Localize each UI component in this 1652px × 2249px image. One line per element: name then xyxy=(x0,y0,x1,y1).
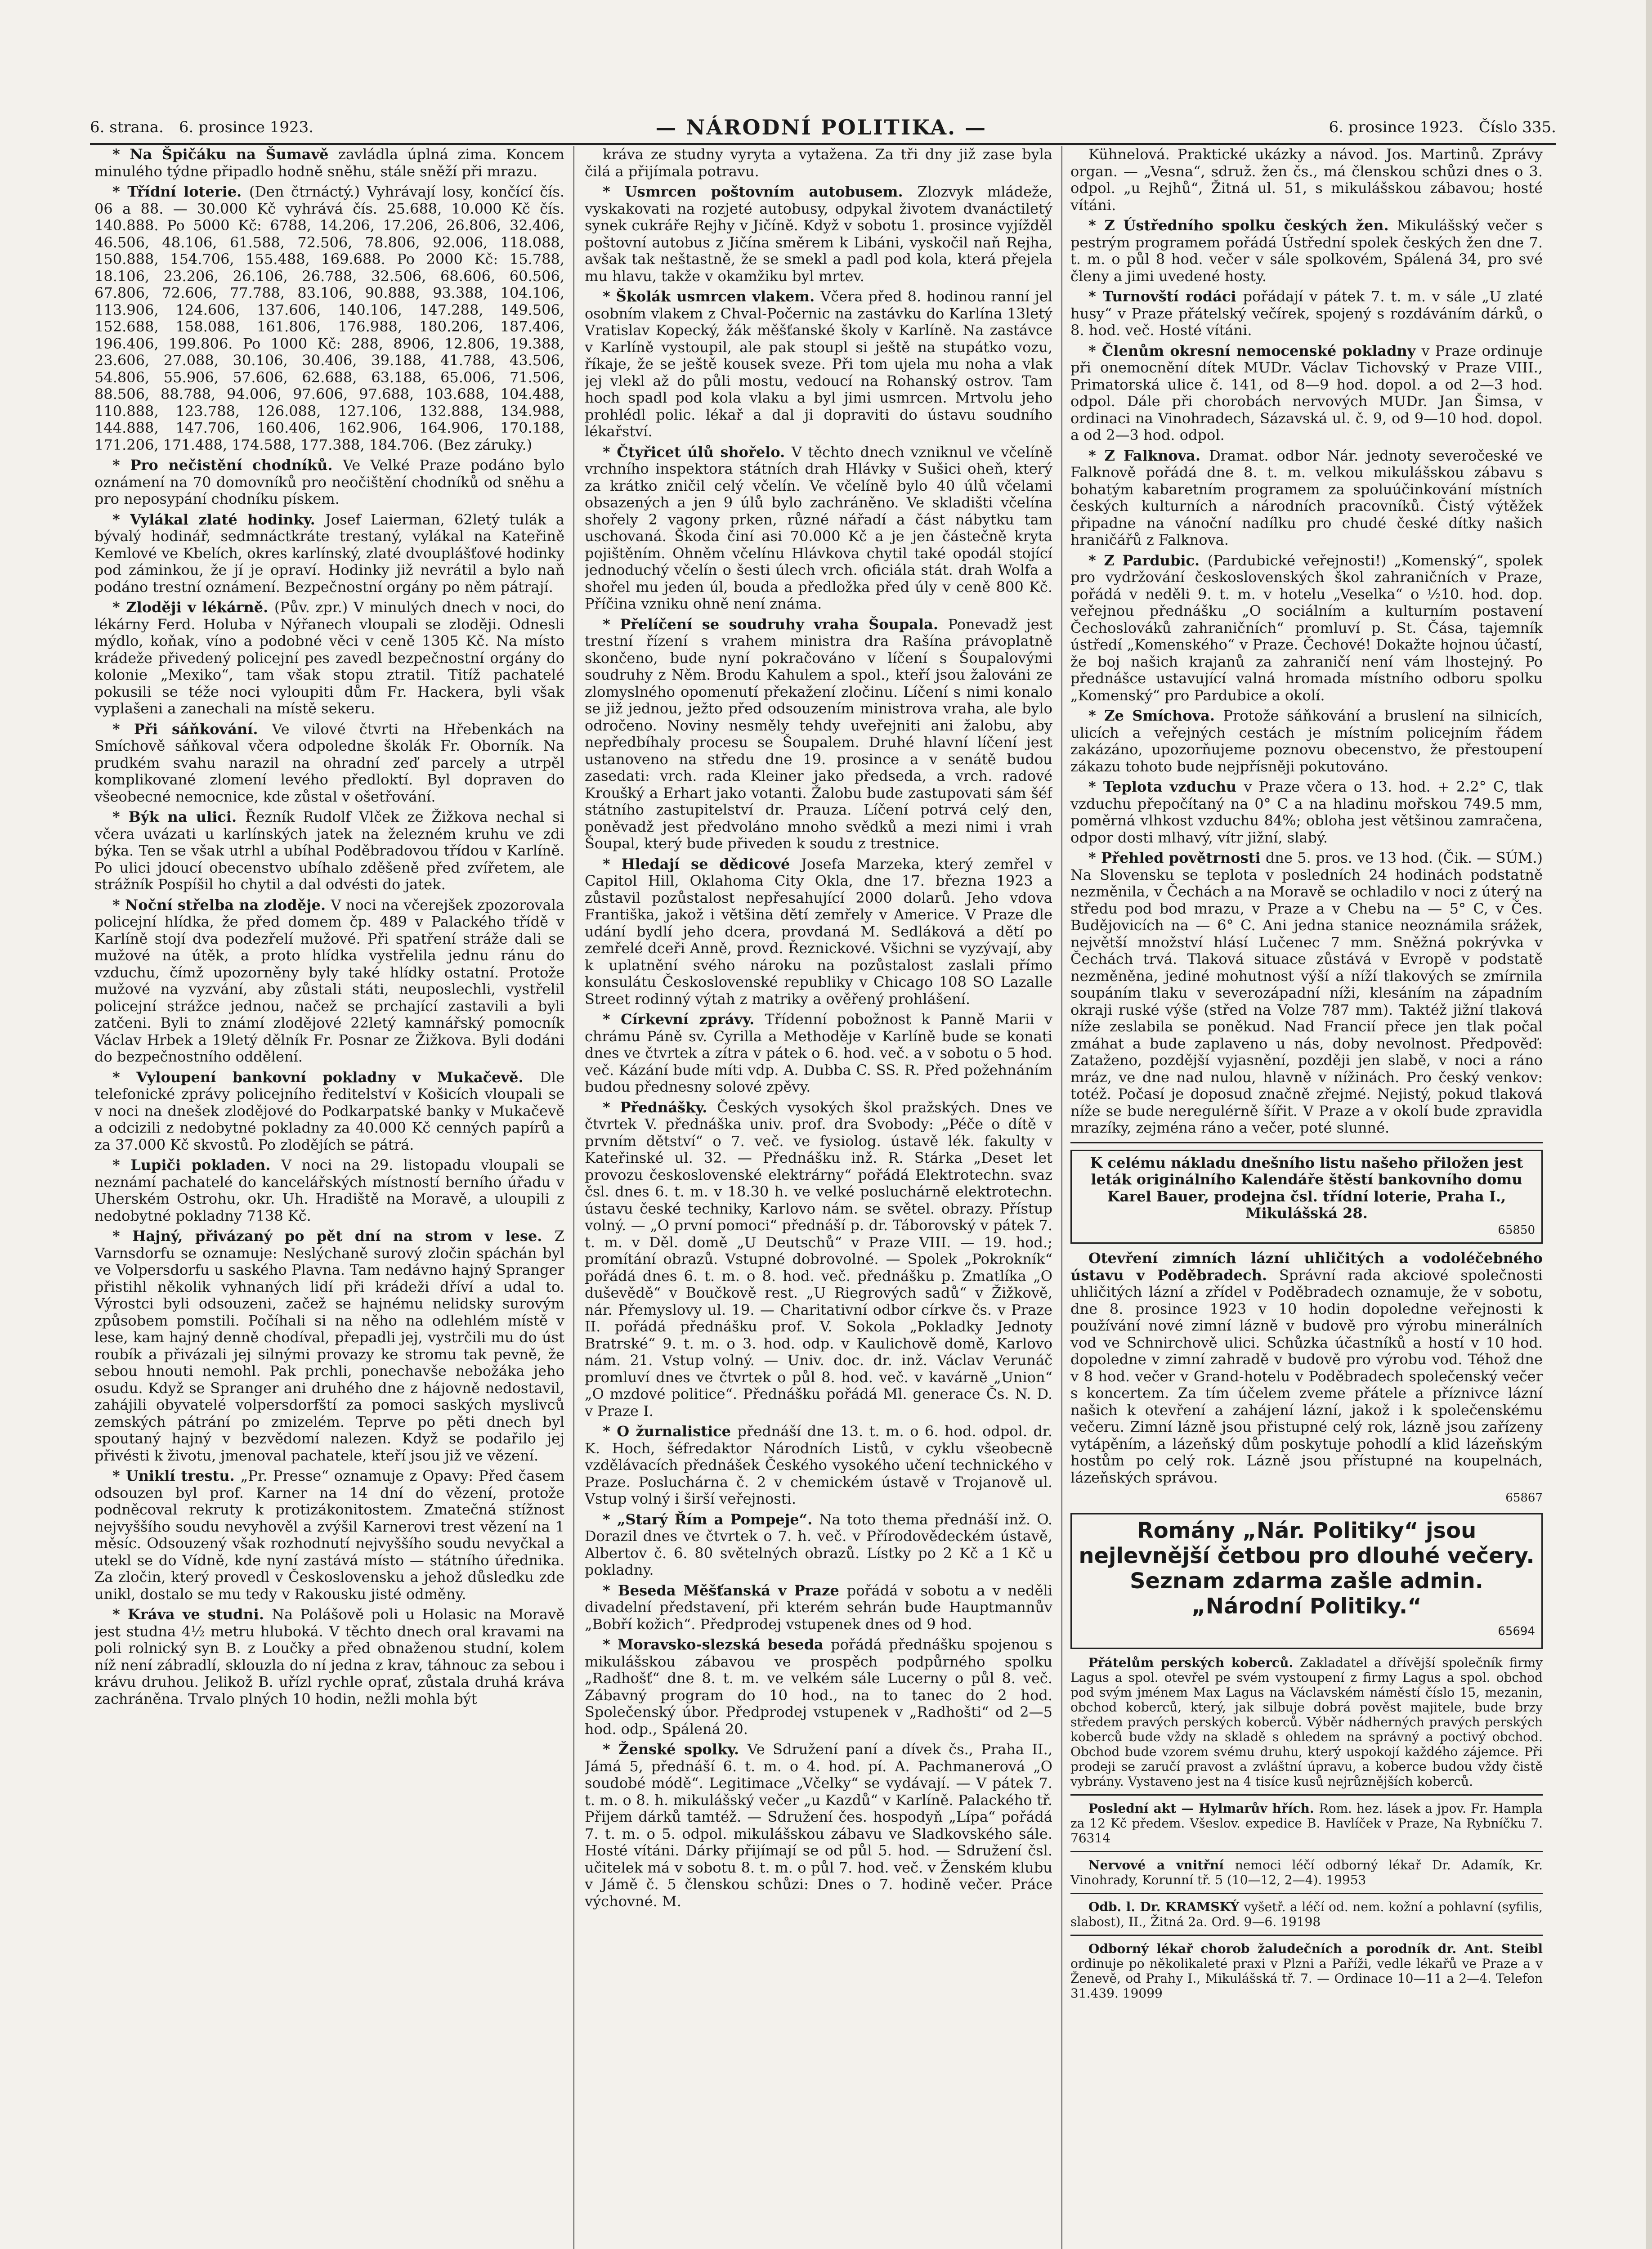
article-text: Josef Laierman, 62letý tulák a bývalý hodinář, sedmnáctkráte trestaný, vylákal na Kateřině Kemlové ve Kbelích, okres karlínský, zlaté dvouplášťové hodinky pod záminkou, že jí je opraví. Hodinky již nevrátil a bylo naň podáno trestní oznámení. Bezpečnostní orgány po něm pátrají. xyxy=(94,511,564,596)
classified-number: 19198 xyxy=(1280,1914,1321,1929)
column-2 xyxy=(585,146,1052,2249)
article-headline: * O žurnalistice xyxy=(603,1423,738,1440)
article xyxy=(94,511,564,596)
article xyxy=(585,444,1052,613)
article-text: v Praze včera o 13. hod. + 2.2° C, tlak vzduchu přepočítaný na 0° C a na hladinu mořskou 749.5 mm, poměrná vlhkost vzduchu 84%; obloha jest většinou zamračena, odpor dosti mlhavý, vítr jižní, slabý. xyxy=(1070,778,1543,846)
article-text: V těchto dnech vzniknul ve včelíně vrchního inspektora státních drah Hlávky v Sušici oheň, který za krátko zničil celý včelín. Ve včelíně bylo 40 úlů včelami obsazených a jen 9 úlů bylo zachráněno. Ve skladišti včelína shořely 2 vagony prken, různé nářadí a část nábytku tam uschovaná. Škoda činí asi 70.000 Kč a je jen částečně kryta pojištěním. Ohněm včelínu Hlávkova chytil také opodál stojící jednoduchý včelín o šesti úlech vrch. oficiála stát. drah Wolfa a shořel mu jeden úl, bouda a předložka před úly v ceně 800 Kč. Příčina vzniku ohně není známa. xyxy=(585,443,1052,612)
article-text: pořádá přednášku spojenou s mikulášskou zábavou ve prospěch podpůrného spolku „Radhošť“ dne 8. t. m. ve velkém sále Lucerny o půl 8. več. Zábavný program do 10 hod., na to tanec do 2 hod. Společenský úbor. Předprodej vstupenek v „Radhošti“ od 2—5 hod. odp., Spálená 20. xyxy=(585,1636,1052,1738)
article-text: Ve Velké Praze podáno bylo oznámení na 70 domovníků pro neočištění chodníků od sněhu a pro neposypání chodníku pískem. xyxy=(94,457,564,507)
article xyxy=(585,1741,1052,1910)
article xyxy=(1070,448,1543,549)
novels-ad-text: Romány „Nár. Politiky“ jsou nejlevnější četbou pro dlouhé večery. Seznam zdarma zašle admin. „Národní Politiky.“ xyxy=(1079,1518,1535,1619)
article-text: Řezník Rudolf Vlček ze Žižkova nechal si včera uvázati u karlínských jatek na železném kruhu ve zdi býka. Ten se však utrhl a ubíhal Poděbradovou třídou v Karlíně. Po ulici jdoucí obecenstvo ubíhalo zděšeně před zvířetem, ale strážník Pospíšil ho chytil a dal odvésti do jatek. xyxy=(94,808,564,893)
article-text: dne 5. pros. ve 13 hod. (Čik. — SÚM.) Na Slovensku se teplota v posledních 24 hodinách podstatně nezměnila, v Čechách a na Moravě se ochladilo v noci z úterý na středu pod bod mrazu, v Praze a v Chebu na — 5° C, v Čes. Budějovicích na — 6° C. Ani jedna stanice neoznámila srážek, největší množství hlásí Lučenec 7 mm. Sněžná pokrývka v Čechách trvá. Tlaková situace zůstává v Evropě v podstatě nezměněna, jediné mohutnost výší a níží tlakových se zmírnila soupáním tlaku v severozápadní níži, klesáním na západním okraji ruské výše (střed na Volze 787 mm). Taktéž jižní tlaková níže zeslabila se poněkud. Nad Francií přece jen tlak počal zmáhat a bude zaplaveno u nás, doby nevolnost. Předpověď: Zataženo, pozdější vyjasnění, později jen slabě, v noci a ráno mráz, ve dne nad nulou, hlavně v nížinách. Pro český venkov: totéž. Počasí je doposud značně zřejmé. Nejistý, pokud tlaková níže se bude neregulérně šířit. V Praze a v okolí bude zpravidla mrazíky, zejména ráno a večer, poté slunné. xyxy=(1070,849,1543,1136)
article xyxy=(585,146,1052,180)
classified-text: nemoci léčí odborný lékař Dr. Adamík, Kr. Vinohrady, Korunní tř. 5 (10—12, 2—4). xyxy=(1070,1857,1543,1887)
classified-headline: Nervové a vnitřní xyxy=(1088,1857,1235,1873)
spa-text: Správní rada akciové společnosti uhličitých lázní a zřídel v Poděbradech oznamuje, že v sobotu, dne 8. prosince 1923 v 10 hodin dopoledne veřejnosti k používání nové zimní lázně v budově pro výrobu minerálních vod ve Schnirchově ulici. Schůzka účastníků a hostí v 10 hod. dopoledne v zimní zahradě v budově pro výrobu vod. Téhož dne v 8 hod. večer v Grand-hotelu v Poděbradech společenský večer s koncertem. Za tím účelem zveme přátele a příznivce lázní našich k otevření a zahájení lázní, jakož i k společenskému večeru. Zimní lázně jsou přistupné celý rok, lázně jsou zařízeny vytápěním, a lázeňský dům poskytuje pohodlí a klid lázeňským hostům po celý rok. Lázně jsou přístupné na koupelnách, lázeňských správou. xyxy=(1070,1266,1543,1486)
article-text: Josefa Marzeka, který zemřel v Capitol Hill, Oklahoma City Okla, dne 17. března 1923 a zůstavil pozůstalost nepřesahující 2000 dolarů. Jeho vdova Františka, jakož i většina dětí zemřely v Americe. V Praze dle udání bydlí jeho dcera, provdaná M. Sedláková a dětí po zemřelé dceři Anně, provd. Řeznickové. Všichni se vyzývají, aby k uplatnění svého nároku na pozůstalost zaslali přímo konsulátu Československé republiky v Chicago 108 SO Lazalle Street rodinný výtah z matriky a ověřený prohlášení. xyxy=(585,855,1052,1008)
article-headline: * Církevní zprávy. xyxy=(603,1011,765,1028)
article-headline: * Z Falknova. xyxy=(1088,447,1209,464)
article xyxy=(94,599,564,717)
page-edge xyxy=(1646,0,1652,2249)
article xyxy=(94,1069,564,1154)
article xyxy=(1070,850,1543,1137)
article-headline: * Vylákal zlaté hodinky. xyxy=(112,511,326,528)
article xyxy=(1070,779,1543,846)
classified-number: 19099 xyxy=(1122,1985,1163,2001)
divider xyxy=(1070,1142,1543,1143)
article xyxy=(1070,288,1543,339)
carpets-text: Zakladatel a dřívější společník firmy Lagus a spol. otevřel pe svém vystoupení z firmy Lagus a spol. obchod pod svým jménem Max Lagus na Václavském náměstí číslo 15, mezanin, obchod koberců, který, jak silbuje dobrá pověst majitele, bude brzy středem pravých perských koberců. Výběr nádherných pravých perských koberců bude vždy na skladě s ohledem na správný a poctivý obchod. Obchod bude vzorem svému druhu, který uspokojí každého zájemce. Při prodeji se zaručí pravost a zvláštní úpravu, a koberce budou vždy čistě vybrány. Vystaveno jest na 4 tisíce kusů nejrůznějších koberců. xyxy=(1070,1655,1543,1789)
article-headline: * Třídní loterie. xyxy=(112,183,249,200)
article-headline: * Noční střelba na zloděje. xyxy=(112,896,331,914)
classified-ad xyxy=(1070,1801,1543,1846)
article-text: (Den čtrnáctý.) Vyhrávají losy, končící čís. 06 a 88. — 30.000 Kč vyhrává čís. 25.688, 10.000 Kč čís. 140.888. Po 5000 Kč: 6788, 14.206, 17.206, 26.806, 32.406, 46.506, 48.106, 61.588, 72.506, 78.806, 92.006, 118.088, 150.888, 154.706, 155.488, 169.688. Po 2000 Kč: 15.788, 18.106, 23.206, 26.106, 26.788, 32.506, 68.606, 60.506, 67.806, 72.606, 77.788, 83.106, 90.888, 93.388, 104.106, 113.906, 124.606, 137.606, 140.106, 147.288, 149.506, 152.688, 158.088, 161.806, 176.988, 180.206, 187.406, 196.406, 199.806. Po 1000 Kč: 288, 8906, 12.806, 19.388, 23.606, 27.088, 30.106, 30.406, 39.188, 41.788, 43.506, 54.806, 55.906, 57.606, 62.688, 63.188, 65.006, 71.506, 88.506, 88.788, 94.006, 97.606, 97.688, 103.688, 104.488, 110.888, 123.788, 126.088, 127.106, 132.888, 134.988, 144.888, 147.706, 160.406, 162.906, 164.906, 170.188, 171.206, 171.488, 174.588, 177.388, 184.706. (Bez záruky.) xyxy=(94,183,564,453)
article-headline: * Teplota vzduchu xyxy=(1088,778,1244,795)
spa-number: 65867 xyxy=(1505,1491,1543,1505)
classified-number: 76314 xyxy=(1070,1830,1111,1846)
page-number: 6. strana. xyxy=(90,118,164,136)
carpets-headline: Přátelům perských koberců. xyxy=(1088,1655,1294,1670)
article-headline: * Moravsko-slezská beseda xyxy=(603,1636,831,1653)
article-headline: * Turnovští rodáci xyxy=(1088,288,1243,305)
article-headline: * Školák usmrcen vlakem. xyxy=(603,288,821,305)
article xyxy=(585,184,1052,285)
classified-number: 19953 xyxy=(1326,1872,1366,1887)
classified-ad xyxy=(1070,1941,1543,2001)
article-headline: * Přednášky. xyxy=(603,1098,717,1116)
article xyxy=(1070,552,1543,704)
article xyxy=(94,1468,564,1603)
classified-headline: Poslední akt — Hylmarův hřích. xyxy=(1088,1801,1319,1816)
classified-ad xyxy=(1070,1900,1543,1929)
classifieds xyxy=(1070,1794,1543,2001)
article-text: pořádá v sobotu a v neděli divadelní představení, při kterém sehrán bude Hauptmannův „Bobří kožich“. Předprodej vstupenek dnes od 9 hod. xyxy=(585,1581,1052,1633)
classified-text: vyšetř. a léčí od. nem. kožní a pohlavní (syfilis, slabost), II., Žitná 2a. Ord. 9—6. xyxy=(1070,1899,1543,1929)
issue-number: Číslo 335. xyxy=(1478,118,1556,136)
article-headline: * Přelíčení se soudruhy vraha Šoupala. xyxy=(603,615,948,633)
article-text: Ve vilové čtvrti na Hřebenkách na Smíchově sáňkoval včera odpoledne školák Fr. Oborník. Na prudkém svahu narazil na ohradní zeď parcely a utrpěl komplikované zlomení levého předloktí. Byl dopraven do všeobecné nemocnice, kde zůstal v ošetřování. xyxy=(94,720,564,805)
article-text: Protože sáňkování a bruslení na silnicích, ulicích a veřejných cestách je místním policejním řádem zakázáno, upozorňujeme poznovu obecenstvo, že přestoupení zákazu tohoto bude nejpřísněji pokutováno. xyxy=(1070,707,1543,775)
article-headline: * Beseda Měšťanská v Praze xyxy=(603,1581,847,1599)
article-text: pořádají v pátek 7. t. m. v sále „U zlaté husy“ v Praze přátelský večírek, spojený s rozdáváním dárků, o 8. hod. več. Hosté vítáni. xyxy=(1070,288,1543,339)
article-text: Kühnelová. Praktické ukázky a návod. Jos. Martinů. Zprávy organ. — „Vesna“, sdruž. žen čs., má členskou schůzi dnes o 3. odpol. „u Rejhů“, Žitná ul. 51, s mikulášskou zábavou; hosté vítáni. xyxy=(1070,146,1543,214)
article xyxy=(1070,217,1543,285)
article-headline: * Vyloupení bankovní pokladny v Mukačevě. xyxy=(112,1068,540,1086)
article-text: (Pův. zpr.) V minulých dnech v noci, do lékárny Ferd. Holuba v Nýřanech vloupali se zloději. Odnesli mýdlo, koňak, víno a podobné věci v ceně 1305 Kč. Na místo krádeže přivedený policejní pes zavedl bezpečnostní orgány do kolonie „Mexiko“, tam však stopu ztratil. Titíž pachatelé pokusili se téže noci vyloupiti dům Fr. Hackera, byli však vyplašeni a zanechali na místě sekeru. xyxy=(94,599,564,717)
article-headline: * Členům okresní nemocenské pokladny xyxy=(1088,342,1422,359)
article-text: Zlozvyk mládeže, vyskakovati na rozjeté autobusy, odpykal životem dvanáctiletý synek cukráře Rejhy v Jičíně. Když v sobotu 1. prosince vyjížděl poštovní autobus z Jičína směrem k Libáni, vyskočil naň Rejha, avšak tak neštastně, že se smekl a padl pod kola, která přejela mu hlavu, takže v okamžiku byl mrtev. xyxy=(585,183,1052,285)
article-headline: * Býk na ulici. xyxy=(112,808,246,825)
article xyxy=(585,288,1052,440)
article xyxy=(94,1606,564,1707)
article xyxy=(94,146,564,180)
article xyxy=(1070,708,1543,775)
classified-text: Rom. hez. lásek a jpov. Fr. Hampla za 12 Kč předem. Všeslov. expedice B. Havlíček v Praze, Na Rybníčku 7. xyxy=(1070,1801,1543,1831)
article-headline: * Čtyřicet úlů shořelo. xyxy=(603,443,792,461)
article-text: Českých vysokých škol pražských. Dnes ve čtvrtek V. přednáška univ. prof. dra Svobody: „Péče o dítě v prvním dětství“ o 7. več. ve fysiolog. ústavě lék. fakulty v Kateřinské ul. 32. — Přednášku inž. R. Stárka „Deset let provozu československé elektrárny“ pořádá Elektrotechn. svaz čsl. dnes 6. t. m. v 18.30 h. ve velké posluchárně elektrotechn. ústavu české techniky, Karlovo nám. se světel. obrazy. Přístup volný. — „O první pomoci“ přednáší p. dr. Táborovský v pátek 7. t. m. v Děl. domě „U Deutschů“ v Praze VIII. — 19. hod.; promítání obrazů. Vstupné dobrovolné. — Spolek „Pokrokník“ pořádá dnes 6. t. m. o 8. hod. več. přednášku p. Zmatlíka „O duševědě“ v Boučkově rest. „U Riegrových sadů“ v Žižkově, nár. Přemyslovy ul. 19. — Charitativní odbor církve čs. v Praze II. pořádá přednášku prof. V. Sokola „Pokladky Jednoty Bratrské“ 9. t. m. o 3. hod. odp. v Kaulichově domě, Karlovo nám. 21. Vstup volný. — Univ. doc. dr. inž. Václav Verunáč promluví dnes ve čtvrtek o půl 8. hod. več. v kavárně „Union“ „O mzdové politice“. Přednášku pořádá Ml. generace Čs. N. D. v Praze I. xyxy=(585,1098,1052,1420)
article xyxy=(1070,146,1543,214)
carpets-ad xyxy=(1070,1655,1543,1789)
article-headline: * Hajný, přivázaný po pět dní na strom v lese. xyxy=(112,1228,555,1245)
article xyxy=(585,1011,1052,1096)
article xyxy=(94,184,564,453)
article xyxy=(585,1582,1052,1633)
article-text: Mikulášský večer s pestrým programem pořádá Ústřední spolek českých žen dne 7. t. m. o půl 8 hod. večer v sále spolkovém, Spálená 34, pro své členy a jimi uvedené hosty. xyxy=(1070,217,1543,285)
article-text: (Pardubické veřejnosti!) „Komenský“, spolek pro vydržování československých škol zahraničních v Praze, pořádá v neděli 9. t. m. v hotelu „Veselka“ o ½10. hod. dop. veřejnou přednášku „O sociálním a kulturním postavení Čechoslováků zahraničních“ promluví p. St. Čása, tajemník ústředí „Komenského“ v Praze. Čechové! Dokažte hojnou účastí, že boj našich krajanů za zahraničí není vám lhostejný. Po přednášce ustavující valná hromada místního odboru spolku „Komenský“ pro Pardubice a okolí. xyxy=(1070,551,1543,704)
article xyxy=(94,897,564,1066)
article-text: Na Polášově poli u Holasic na Moravě jest studna 4½ metru hluboká. V těchto dnech oral kravami na poli rolnický syn B. z Loučky a před obnaženou studní, kolem níž není zábradlí, sklouzla do ní jedna z krav, táhnouc za sebou i krávu druhou. Jelikož B. uřízl rychle oprať, zůstala druhá kráva zachráněna. Trvalo plných 10 hodin, nežli mohla být xyxy=(94,1606,564,1707)
column-1 xyxy=(94,146,564,2249)
article-headline: * Ženské spolky. xyxy=(603,1741,748,1758)
divider xyxy=(1070,1851,1543,1852)
article xyxy=(94,809,564,893)
article-headline: * Z Ústředního spolku českých žen. xyxy=(1088,217,1397,234)
article-headline: * Lupiči pokladen. xyxy=(112,1156,282,1174)
article-text: Ve Sdružení paní a dívek čs., Praha II., Jámá 5, přednáší 6. t. m. o 4. hod. pí. A. Pachmanerová „O soudobé módě“. Legitimace „Včelky“ se vydávají. — V pátek 7. t. m. o 8. h. mikulášský večer „u Kazdů“ v Karlíně. Palackého tř. Přijem dárků tamtéž. — Sdružení čes. hospodyň „Lípa“ pořádá 7. t. m. o 5. odpol. mikulášskou zábavu ve Sladkovského sále. Hosté vítáni. Dárky přijímají se od půl 5. hod. — Sdružení čsl. učitelek má v sobotu 8. t. m. o půl 7. hod. več. v Ženském klubu v Jámě č. 5 členskou schůzi: Dnes o 7. hodině večer. Práce výchovné. M. xyxy=(585,1741,1052,1910)
classified-ad xyxy=(1070,1858,1543,1887)
article-text: Včera před 8. hodinou ranní jel osobním vlakem z Chval-Počernic na zastávku do Karlína 13letý Vratislav Kopecký, žák měšťanské školy v Karlíně. Na zastávce v Karlíně vystoupil, ale pak stoupl si ještě na stupátko vozu, říkaje, že se ještě kousek sveze. Při tom ujela mu noha a vlak jej vlekl až do půli mostu, vedoucí na Rohanský ostrov. Tam hoch spadl pod kola vlaku a byl jimi usmrcen. Mrtvolu jeho prohlédl polic. lékař a dal ji dopraviti do ústavu soudního lékařství. xyxy=(585,288,1052,440)
article xyxy=(94,1228,564,1464)
novels-ad xyxy=(1070,1513,1543,1649)
article-headline: * Pro nečistění chodníků. xyxy=(112,457,343,474)
article-text: v Praze ordinuje při onemocnění dítek MUDr. Václav Tichovský v Praze VIII., Primatorská ulice č. 141, od 8—9 hod. dopol. a od 2—3 hod. odpol. Dále při chorobách nervových MUDr. Jan Šimsa, v ordinaci na Vinohradech, Sázavská ul. č. 9, od 9—10 hod. dopol. a od 2—3 hod. odpol. xyxy=(1070,342,1543,444)
article-text: V noci na 29. listopadu vloupali se neznámí pachatelé do kancelářských místností berního úřadu v Uherském Ostrohu, okr. Uh. Hradiště na Moravě, a uloupili z nedobytné pokladny 7138 Kč. xyxy=(94,1156,564,1224)
article-headline: * „Starý Řím a Pompeje“. xyxy=(603,1510,819,1528)
article-headline: * Uniklí trestu. xyxy=(112,1467,241,1484)
article xyxy=(585,616,1052,852)
article-text: přednáší dne 13. t. m. o 6. hod. odpol. dr. K. Hoch, šéfredaktor Národních Listů, v cyklu všeobecně vzdělávacích přednášek Českého vysokého učení technického v Praze. Posluchárna č. 2 v chemickém ústavě v Trojanově ul. Vstup volný i širší veřejnosti. xyxy=(585,1423,1052,1507)
article-headline: * Na Špičáku na Šumavě xyxy=(112,146,339,163)
classified-headline: Odborný lékař chorob žaludečních a porodník dr. Ant. Steibl xyxy=(1088,1941,1543,1956)
article xyxy=(94,721,564,806)
divider xyxy=(1070,1935,1543,1936)
calendar-notice-number: 65850 xyxy=(1498,1223,1535,1237)
article xyxy=(585,1511,1052,1579)
article xyxy=(1070,343,1543,444)
article-text: zavládla úplná zima. Koncem minulého týdne připadlo hodně sněhu, stále sněží při mrazu. xyxy=(94,146,564,180)
article-text: Dramat. odbor Nár. jednoty severočeské ve Falknově pořádá dne 8. t. m. velkou mikulášskou zábavu s bohatým kabaretním programem za spoluúčinkování místních českých kulturních a národních pracovníků. Čistý výtěžek připadne na vánoční nadílku pro chudé české dítky našich hraničářů z Falknova. xyxy=(1070,447,1543,548)
article xyxy=(94,1157,564,1224)
article-headline: * Z Pardubic. xyxy=(1088,551,1208,569)
article xyxy=(585,1099,1052,1420)
article xyxy=(585,856,1052,1008)
column-divider xyxy=(573,146,574,2249)
column-3-articles xyxy=(1070,146,1543,1137)
article-text: kráva ze studny vyryta a vytažena. Za tři dny již zase byla čilá a přijímala potravu. xyxy=(585,146,1052,180)
header-date-right: 6. prosince 1923. xyxy=(1329,118,1464,136)
article-headline: * Kráva ve studni. xyxy=(112,1606,272,1623)
article-text: Třídenní pobožnost k Panně Marii v chrámu Páně sv. Cyrilla a Methoděje v Karlíně bude se konati dnes ve čtvrtek a zítra v pátek o 6. hod. več. a v sobotu o 5 hod. več. Kázání bude míti vdp. A. Dubba C. SS. R. Před požehnáním budou přednesny solové zpěvy. xyxy=(585,1011,1052,1095)
article-headline: * Zloději v lékárně. xyxy=(112,599,274,616)
column-3 xyxy=(1070,146,1543,2249)
header-date-left: 6. prosince 1923. xyxy=(179,118,314,136)
spa-article xyxy=(1070,1250,1543,1486)
header-rule xyxy=(90,143,1556,145)
classified-text: ordinuje po několikaleté praxi v Plzni a Paříži, vedle lékařů ve Praze a v Ženevě, od Prahy I., Mikulášská tř. 7. — Ordinace 10—11 a 2—4. Telefon 31.439. xyxy=(1070,1956,1543,2001)
divider xyxy=(1070,1893,1543,1894)
page-header xyxy=(90,112,1556,143)
article-headline: * Hledají se dědicové xyxy=(603,855,801,873)
column-divider xyxy=(1061,146,1062,2249)
calendar-notice xyxy=(1070,1150,1543,1244)
classified-headline: Odb. l. Dr. KRAMSKÝ xyxy=(1088,1899,1244,1914)
article-headline: * Při sáňkování. xyxy=(112,720,272,738)
masthead: — NÁRODNÍ POLITIKA. — xyxy=(655,115,987,139)
article-text: V noci na včerejšek zpozorovala policejní hlídka, že před domem čp. 489 v Palackého třídě v Karlíně stojí dva podezřelí mužové. Při spatření stráže dali se mužové na útěk, a proto hlídka vystřelila jednu ránu do vzduchu, čímž upozorněny byly také hlídky ostatní. Protože mužové na vyzvání, aby zůstali státi, neuposlechli, vystřelil policejní strážce jednou, načež se prchající zastavili a byli zatčeni. Byli to známí zlodějové 22letý kamnářský pomocník Václav Hrbek a 19letý dělník Fr. Posnar ze Žižkova. Byli dodáni do bezpečnostního oddělení. xyxy=(94,896,564,1065)
article-text: Na toto thema přednáší inž. O. Dorazil dnes ve čtvrtek o 7. h. več. v Přírodovědeckém ústavě, Albertov č. 6. 80 světelných obrazů. Lístky po 2 Kč a 1 Kč u pokladny. xyxy=(585,1510,1052,1578)
novels-ad-number: 65694 xyxy=(1498,1624,1535,1638)
article-text: Ponevadž jest trestní řízení s vrahem ministra dra Rašína právoplatně skončeno, bude nyní pokračováno v líčení s Šoupalovými soudruhy z Něm. Brodu Kahulem a spol., kteří jsou žalováni ze zlomyslného opomenutí překažení zločinu. Líčení s nimi konalo se již jednou, ježto před odsouzením ministrova vraha, ale bylo odročeno. Noviny nesměly tehdy uveřejniti ani žalobu, aby nepředbíhaly procesu se Šoupalem. Druhé hlavní líčení jest ustanoveno na středu dne 19. prosince a v senátě budou zasedati: vrch. rada Kleiner jako předseda, a vrch. radové Kroušký a Erhart jako votanti. Žalobu bude zastupovati sám šéf státního zastupitelství dr. Prauza. Líčení potrvá celý den, poněvadž jest předvoláno mnoho svědků a mezi nimi i vrah Šoupal, který bude přiveden k soudu z trestnice. xyxy=(585,615,1052,852)
article-headline: * Ze Smíchova. xyxy=(1088,707,1223,724)
divider xyxy=(1070,1794,1543,1796)
article-text: Z Varnsdorfu se oznamuje: Neslýchaně surový zločin spáchán byl ve Volpersdorfu u saského Plavna. Tam nedávno hajný Spranger přistihl několik vyhnaných lidí při krádeži dříví a udal to. Výrostci byli odsouzeni, začež se hajnému nelidsky surovým způsobem pomstili. Počíhali si na něho na odlehlém místě v lese, kam hajný denně chodíval, přepadli jej, vystrčili mu do úst roubík a přivázali jej silnými provazy ke stromu tak pevně, že sebou hnouti nemohl. Pak prchli, ponechavše nebožáka jeho osudu. Když se Spranger ani druhého dne z hájovně nedostavil, zahájili obyvatelé volpersdorfští za pomoci saských myslivců zemských pátrání po zmizelém. Teprve po pěti dnech byl spoutaný hajný v bezvědomí nalezen. Když se podařilo jej přivésti k životu, jmenoval pachatele, kteří jsou již ve vězení. xyxy=(94,1228,564,1464)
article xyxy=(585,1636,1052,1738)
article-text: „Pr. Presse“ oznamuje z Opavy: Před časem odsouzen byl prof. Karner na 14 dní do vězení, protože podněcoval rekruty k protizákonitostem. Zmatečná stížnost nejvyššího soudu nevyhověl a zvýšil Karnerovi trest vězení na 1 měsíc. Odsouzený však rozhodnutí nejvyššího soudu nevyčkal a utekl se do Vídně, kde nyní zastává místo — státního úřednika. Za zločin, který provedl v Československu a jehož důsledku zde unikl, dostalo se mu tedy v Rakousku jisté odměny. xyxy=(94,1467,564,1603)
article-headline: * Přehled povětrnosti xyxy=(1088,849,1266,866)
article-text: Dle telefonické zprávy policejního ředitelství v Košicích vloupali se v noci na dnešek zlodějové do Podkarpatské banky v Mukačevě a odcizili z nedobytné pokladny za 40.000 Kč cenných papírů a za 37.000 Kč skvostů. Po zlodějích se pátrá. xyxy=(94,1068,564,1153)
calendar-notice-text: K celému nákladu dnešního listu našeho přiložen jest leták originálního Kalendáře štěstí bankovního domu Karel Bauer, prodejna čsl. třídní loterie, Praha I., Mikulášská 28. xyxy=(1090,1154,1523,1222)
article xyxy=(585,1423,1052,1508)
spa-headline: Otevření zimních lázní uhličitých a vodoléčebného ústavu v Poděbradech. xyxy=(1070,1250,1543,1284)
article-headline: * Usmrcen poštovním autobusem. xyxy=(603,183,918,200)
article xyxy=(94,457,564,508)
